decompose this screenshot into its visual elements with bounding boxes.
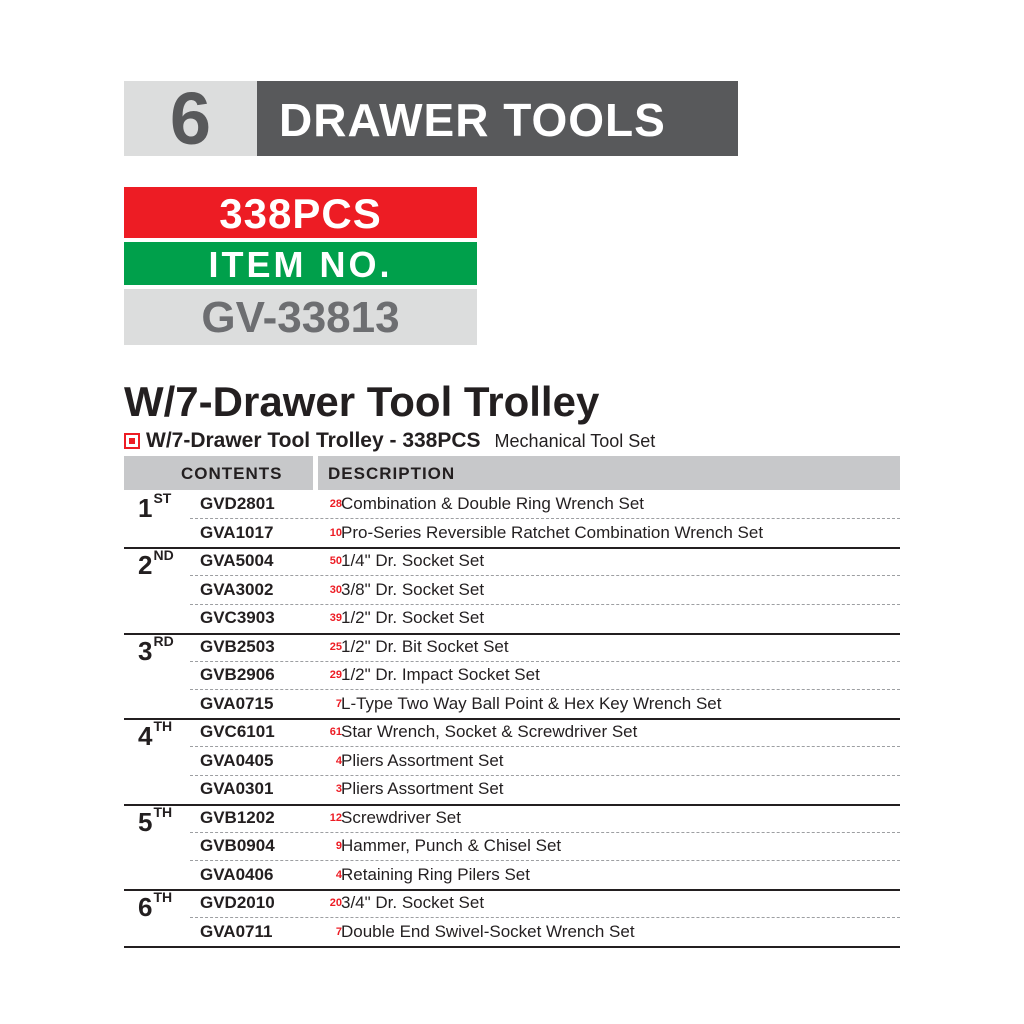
quantity-cell: 3 bbox=[335, 783, 342, 795]
table-row bbox=[124, 520, 900, 548]
description-cell: Screwdriver Set bbox=[341, 807, 461, 827]
drawer-ordinal-suffix: RD bbox=[153, 632, 174, 649]
section-number: 6 bbox=[124, 81, 257, 156]
description-cell: 3/8" Dr. Socket Set bbox=[341, 579, 485, 599]
item-code-cell: GVA3002 bbox=[200, 579, 274, 599]
description-cell: Star Wrench, Socket & Screwdriver Set bbox=[341, 722, 638, 741]
item-code-cell: GVA0301 bbox=[200, 779, 274, 798]
item-code-cell: GVA1017 bbox=[200, 522, 274, 542]
quantity-cell: 4 bbox=[335, 754, 342, 767]
item-code-cell: GVC6101 bbox=[200, 722, 275, 741]
description-cell: Hammer, Punch & Chisel Set bbox=[341, 836, 562, 855]
description-cell: Combination & Double Ring Wrench Set bbox=[341, 494, 645, 513]
item-code-cell: GVB2906 bbox=[200, 665, 275, 684]
drawer-number: 5 bbox=[138, 806, 153, 837]
table-row bbox=[124, 805, 900, 833]
item-code-cell: GVA0406 bbox=[200, 864, 274, 884]
drawer-number: 2 bbox=[138, 550, 153, 580]
description-cell: Double End Swivel-Socket Wrench Set bbox=[341, 921, 635, 941]
quantity-cell: 30 bbox=[329, 583, 342, 596]
description-cell: L-Type Two Way Ball Point & Hex Key Wrench Set bbox=[341, 693, 722, 713]
quantity-cell: 4 bbox=[335, 868, 342, 881]
quantity-cell: 12 bbox=[329, 811, 342, 824]
description-cell: Retaining Ring Pilers Set bbox=[341, 864, 530, 884]
item-code-cell: GVB0904 bbox=[200, 836, 275, 855]
item-code-cell: GVB1202 bbox=[200, 807, 275, 827]
table-row bbox=[124, 719, 900, 747]
quantity-cell: 7 bbox=[335, 697, 342, 710]
drawer-number: 6 bbox=[138, 892, 153, 922]
quantity-cell: 25 bbox=[329, 640, 342, 653]
item-code-cell: GVA0711 bbox=[200, 921, 273, 941]
item-code-cell: GVD2010 bbox=[200, 893, 275, 912]
table-row bbox=[124, 577, 900, 605]
section-title: DRAWER TOOLS bbox=[257, 81, 738, 156]
table-row bbox=[124, 776, 900, 804]
drawer-ordinal-suffix: TH bbox=[153, 718, 173, 735]
table-row bbox=[124, 548, 900, 576]
item-no-label: ITEM NO. bbox=[124, 242, 477, 285]
piece-count-banner: 338PCS bbox=[124, 187, 477, 238]
item-code-cell: GVC3903 bbox=[200, 608, 275, 627]
quantity-cell: 39 bbox=[329, 612, 342, 624]
description-cell: 1/2" Dr. Bit Socket Set bbox=[341, 636, 509, 656]
drawer-ordinal-suffix: ST bbox=[153, 490, 172, 507]
quantity-cell: 29 bbox=[329, 669, 342, 681]
table-header-description: DESCRIPTION bbox=[318, 456, 900, 490]
drawer-number: 3 bbox=[138, 635, 153, 666]
description-cell: Pliers Assortment Set bbox=[341, 750, 504, 770]
quantity-cell: 9 bbox=[335, 840, 342, 852]
table-row bbox=[124, 605, 900, 633]
quantity-cell: 28 bbox=[329, 498, 342, 510]
item-code-cell: GVD2801 bbox=[200, 494, 275, 513]
product-subtitle: W/7-Drawer Tool Trolley - 338PCS bbox=[146, 429, 481, 452]
drawer-number: 1 bbox=[138, 493, 153, 523]
table-row bbox=[124, 748, 900, 776]
quantity-cell: 7 bbox=[335, 925, 342, 938]
square-bullet-icon bbox=[124, 433, 140, 449]
description-cell: 1/2" Dr. Socket Set bbox=[341, 608, 485, 627]
quantity-cell: 61 bbox=[329, 726, 342, 738]
product-title: W/7-Drawer Tool Trolley bbox=[124, 378, 600, 425]
drawer-ordinal-suffix: ND bbox=[153, 547, 174, 564]
table-row bbox=[124, 691, 900, 719]
quantity-cell: 50 bbox=[329, 555, 342, 567]
description-cell: 1/4" Dr. Socket Set bbox=[341, 551, 485, 570]
quantity-cell: 10 bbox=[329, 526, 342, 539]
table-row bbox=[124, 634, 900, 662]
description-cell: 1/2" Dr. Impact Socket Set bbox=[341, 665, 540, 684]
table-row bbox=[124, 862, 900, 890]
drawer-ordinal-suffix: TH bbox=[153, 803, 173, 820]
item-code-cell: GVA5004 bbox=[200, 551, 274, 570]
table-header-contents: CONTENTS bbox=[124, 456, 313, 490]
description-cell: 3/4" Dr. Socket Set bbox=[341, 893, 485, 912]
item-code-cell: GVA0715 bbox=[200, 693, 274, 713]
table-row bbox=[124, 491, 900, 519]
drawer-number: 4 bbox=[138, 721, 153, 751]
description-cell: Pliers Assortment Set bbox=[341, 779, 504, 798]
table-row bbox=[124, 833, 900, 861]
description-cell: Pro-Series Reversible Ratchet Combination Wrench Set bbox=[341, 522, 764, 542]
table-row bbox=[124, 890, 900, 918]
drawer-ordinal-suffix: TH bbox=[153, 889, 173, 906]
quantity-cell: 20 bbox=[329, 897, 342, 909]
table-row bbox=[124, 919, 900, 947]
product-category: Mechanical Tool Set bbox=[494, 430, 656, 451]
table-row bbox=[124, 662, 900, 690]
product-subtitle-row bbox=[124, 428, 655, 454]
item-code: GV-33813 bbox=[124, 289, 477, 345]
item-code-cell: GVA0405 bbox=[200, 750, 274, 770]
group-divider bbox=[124, 946, 900, 948]
item-code-cell: GVB2503 bbox=[200, 636, 275, 656]
